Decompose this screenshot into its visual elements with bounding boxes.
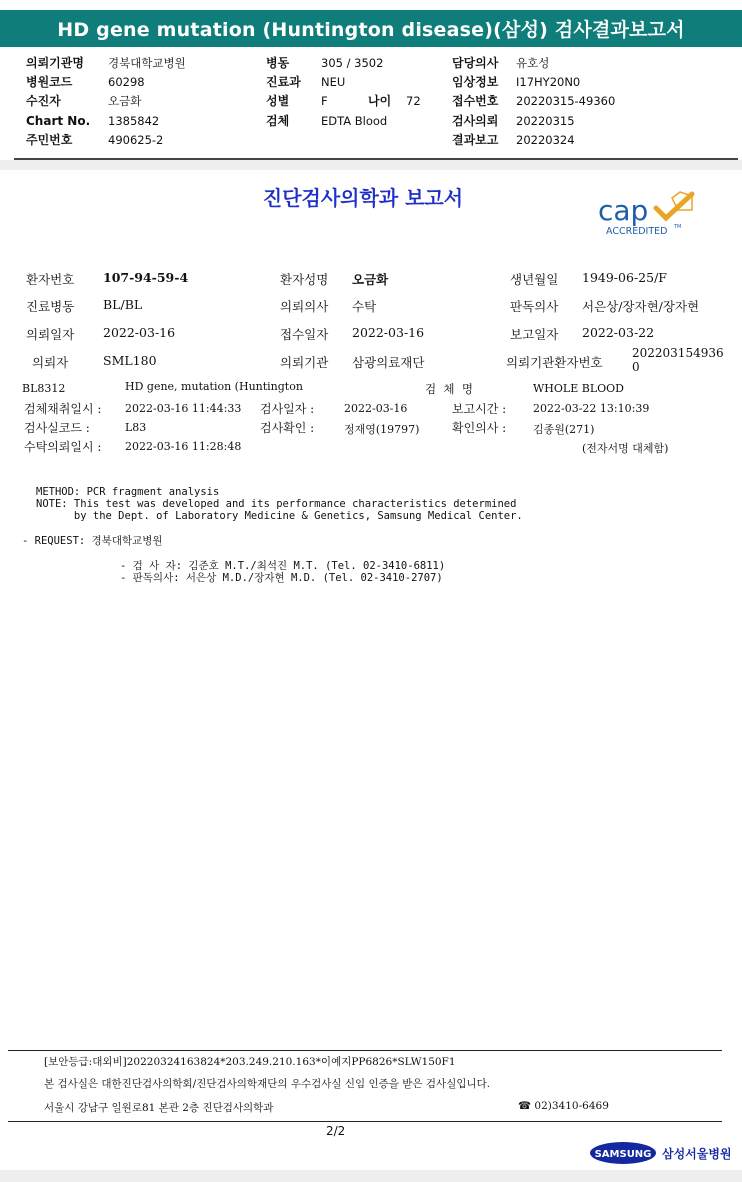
labcode-value: L83 <box>125 421 147 434</box>
patient-label: 보고일자 <box>510 327 559 342</box>
phone-icon: ☎ <box>518 1100 535 1112</box>
page-break-strip <box>0 160 742 170</box>
cap-tm-mark: TM <box>674 224 682 230</box>
meta-label: 접수번호 <box>452 94 499 109</box>
note-line-2: by the Dept. of Laboratory Medicine & Genetics, Samsung Medical Center. <box>36 510 523 522</box>
labcode-label: 검사실코드 : <box>24 421 90 435</box>
patient-value: 수탁 <box>352 299 377 314</box>
page-bottom-strip <box>0 1170 742 1182</box>
cap-logo-graphic <box>596 190 706 240</box>
doctor-label: 확인의사 : <box>452 421 507 435</box>
request-label: 수탁의뢰일시 : <box>24 440 102 454</box>
report-title: 진단검사의학과 보고서 <box>262 186 464 210</box>
reporttime-label: 보고시간 : <box>452 402 507 416</box>
specimen-value: WHOLE BLOOD <box>533 382 624 395</box>
meta-value: NEU <box>321 75 346 90</box>
certification-text: 본 검사실은 대한진단검사의학회/진단검사의학재단의 우수검사실 신임 인증을 받은 검사실입니다. <box>44 1078 491 1090</box>
hospital-name: 삼성서울병원 <box>662 1147 730 1161</box>
meta-value: 20220315 <box>516 113 575 128</box>
patient-label: 생년월일 <box>510 272 559 287</box>
meta-value: 유호성 <box>516 56 550 70</box>
meta-column-3 <box>452 54 615 150</box>
patient-value: SML180 <box>103 353 157 368</box>
collect-value: 2022-03-16 11:44:33 <box>125 402 242 415</box>
method-line: METHOD: PCR fragment analysis <box>36 486 220 498</box>
meta-value: 20220324 <box>516 132 575 147</box>
test-name: HD gene, mutation (Huntington <box>125 380 303 393</box>
confirm-value: 정재영(19797) <box>344 423 420 436</box>
specimen-label: 검 체 명 <box>425 382 473 396</box>
cap-accredited-logo <box>596 190 706 240</box>
meta-value: F <box>321 94 328 109</box>
meta-value: 오금화 <box>108 94 142 109</box>
meta-value: 1385842 <box>108 113 160 128</box>
patient-value-continued: 0 <box>632 360 640 374</box>
samsung-hospital-logo <box>590 1140 730 1170</box>
collect-label: 검체채취일시 : <box>24 402 102 416</box>
report-header-title: HD gene mutation (Huntington disease)(삼성) 검사결과보고서 <box>0 10 742 47</box>
meta-column-2 <box>266 54 421 131</box>
patient-value: 107-94-59-4 <box>103 270 189 285</box>
meta-label: 수진자 <box>26 94 61 109</box>
doctor-value: 김종원(271) <box>533 423 595 436</box>
meta-value: 60298 <box>108 75 145 90</box>
note-line-1: NOTE: This test was developed and its performance characteristics determined <box>36 498 517 510</box>
lab-address: 서울시 강남구 일원로81 본관 2층 진단검사의학과 <box>44 1102 274 1114</box>
lab-phone <box>518 1100 609 1112</box>
meta-label: 검체 <box>266 113 290 128</box>
samsung-logo-graphic <box>590 1140 730 1166</box>
patient-value: 1949-06-25/F <box>582 270 667 285</box>
patient-label: 의뢰의사 <box>280 299 329 314</box>
meta-value: I17HY20N0 <box>516 75 581 90</box>
patient-label: 진료병동 <box>26 299 75 314</box>
patient-value: 서은상/장자현/장자현 <box>582 299 700 314</box>
test-code: BL8312 <box>22 382 66 395</box>
staff-line-1: - 검 사 자: 김준호 M.T./최석진 M.T. (Tel. 02-3410-6811) <box>120 560 446 572</box>
footer-divider-bottom <box>8 1121 722 1122</box>
cap-accredited-text: ACCREDITED <box>606 226 668 237</box>
patient-label: 의뢰일자 <box>26 327 75 342</box>
meta-label: 결과보고 <box>452 132 499 147</box>
confirm-label: 검사확인 : <box>260 421 315 435</box>
request-value: 2022-03-16 11:28:48 <box>125 440 242 453</box>
staff-line-2: - 판독의사: 서은상 M.D./장자현 M.D. (Tel. 02-3410-2707) <box>120 572 443 584</box>
meta-column-1 <box>26 54 186 150</box>
meta-label: 성별 <box>266 94 290 109</box>
footer-divider-top <box>8 1050 722 1051</box>
patient-value: 삼광의료재단 <box>352 355 425 370</box>
meta-label: 나이 <box>368 94 392 109</box>
meta-label: 담당의사 <box>452 56 499 70</box>
meta-label: Chart No. <box>26 113 91 128</box>
meta-label: 임상정보 <box>452 75 499 90</box>
patient-value: 오금화 <box>352 272 389 287</box>
patient-label: 의뢰자 <box>32 355 69 370</box>
testdate-value: 2022-03-16 <box>344 402 408 415</box>
testdate-label: 검사일자 : <box>260 402 315 416</box>
patient-value: 202203154936 <box>632 346 724 360</box>
patient-label: 접수일자 <box>280 327 329 342</box>
security-stamp: [보안등급:대외비]20220324163824*203.249.210.163*이예지PP6826*SLW150F1 <box>44 1056 456 1068</box>
meta-value: 305 / 3502 <box>321 56 384 70</box>
cap-logo-text: cap <box>598 194 649 227</box>
page-number: 2/2 <box>326 1124 346 1138</box>
patient-label: 환자번호 <box>26 272 75 287</box>
patient-value: 2022-03-16 <box>103 325 176 340</box>
meta-label: 주민번호 <box>26 132 73 147</box>
request-line: - REQUEST: 경북대학교병원 <box>22 535 163 547</box>
samsung-wordmark: SAMSUNG <box>594 1149 652 1160</box>
checkmark-icon <box>656 194 692 218</box>
meta-label: 의뢰기관명 <box>26 56 84 70</box>
patient-label: 판독의사 <box>510 299 559 314</box>
signature-note: (전자서명 대체함) <box>582 442 669 455</box>
lab-phone-number: 02)3410-6469 <box>534 1100 609 1112</box>
patient-value: 2022-03-22 <box>582 325 655 340</box>
meta-label: 병원코드 <box>26 75 73 90</box>
patient-label: 환자성명 <box>280 272 329 287</box>
meta-value: 20220315-49360 <box>516 94 616 109</box>
meta-value: 490625-2 <box>108 132 164 147</box>
meta-value: 경북대학교병원 <box>108 56 186 70</box>
meta-value: EDTA Blood <box>321 113 388 128</box>
meta-label: 진료과 <box>266 75 301 90</box>
meta-label: 병동 <box>266 56 290 70</box>
patient-label: 의뢰기관환자번호 <box>506 355 603 370</box>
reporttime-value: 2022-03-22 13:10:39 <box>533 402 650 415</box>
patient-value: BL/BL <box>103 297 143 312</box>
meta-label: 검사의뢰 <box>452 113 499 128</box>
meta-value: 72 <box>406 94 421 109</box>
patient-label: 의뢰기관 <box>280 355 329 370</box>
patient-value: 2022-03-16 <box>352 325 425 340</box>
